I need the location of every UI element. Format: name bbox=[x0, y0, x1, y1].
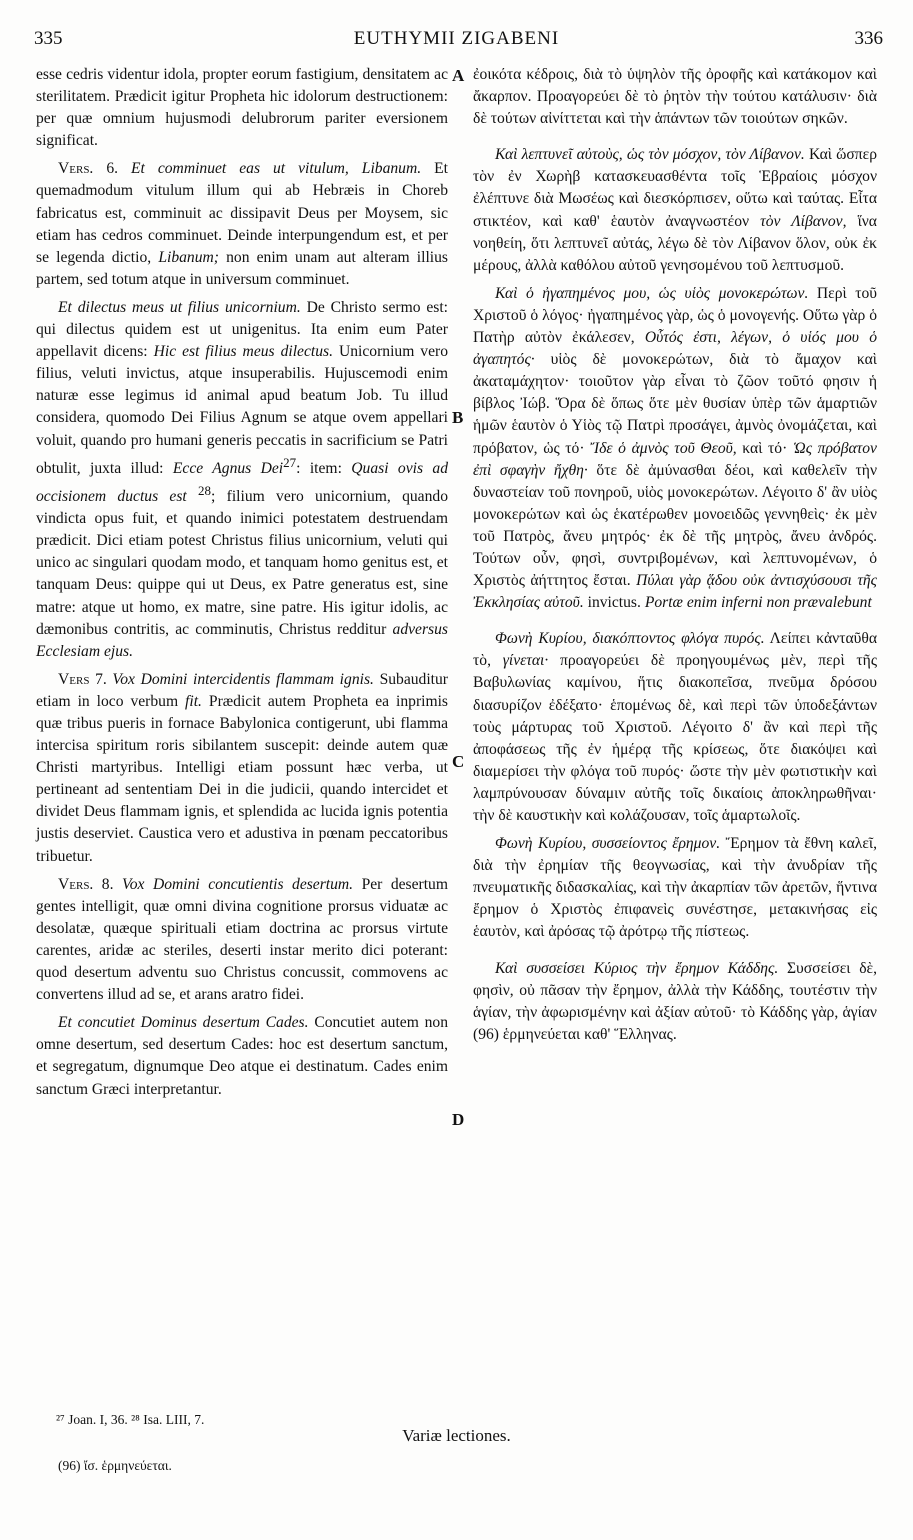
latin-verse-6: Vers. 6. Et comminuet eas ut vitulum, Libanum. Et quemadmodum vitulum illum qui ab Hebræis in Choreb fabricatus est, comminuit ac dissipavit Deus per Moysem, sic etiam has cedros comminuet. Deinde interpungendum est, et per se legenda dictio, Libanum; non enim unam aut alteram illius partem, sed totum atque in universum comminuet. bbox=[36, 160, 448, 288]
page-number-right: 336 bbox=[854, 28, 883, 49]
page-number-left: 335 bbox=[34, 28, 63, 49]
verse-label: Vers. 8. bbox=[58, 875, 114, 893]
footnote-ref: 28 bbox=[198, 482, 212, 498]
verse-lemma: Φωνὴ Κυρίου, συσσείοντος ἔρημον. bbox=[495, 835, 721, 853]
footnote-ref: 27 bbox=[283, 454, 297, 470]
latin-paragraph: esse cedris videntur idola, propter eorum fastigium, densitatem ac sterilitatem. Prædicit igitur Propheta hic idolorum destructionem: per quæ omnium hujusmodi delubrorum pariter eversionem significat. bbox=[36, 66, 448, 150]
verse-lemma: Φωνὴ Κυρίου, διακόπτοντος φλόγα πυρός. bbox=[495, 630, 765, 648]
page-header bbox=[0, 28, 913, 62]
verse-lemma: Et concutiet Dominus desertum Cades. bbox=[58, 1014, 309, 1032]
variant-reading: (96) ἴσ. ἑρμηνεύεται. bbox=[58, 1458, 172, 1473]
margin-marker-a: A bbox=[452, 66, 465, 85]
greek-column bbox=[473, 64, 877, 1052]
latin-dilectus: Et dilectus meus ut filius unicornium. De Christo sermo est: qui dilectus quidem est ut unigenitus. Ita enim eum Pater appellavit dicens: Hic est filius meus dilectus. Unicornium vero filius, veluti invictus, atque insuperabilis. Hujuscemodi enim naturæ esse legimus id animal apud beatum Job. Tu illud considera, quomodo Dei Filius Agnum se atque ovem appellari voluit, quando pro humani generis peccatis in sacrificium se Patri obtulit, juxta illud: Ecce Agnus Dei$^{27}$: item: Quasi ovis ad occisionem ductus est $^{28}$; filium vero unicornium, quando vindicta opus fuit, et quando inimici potestatem destruendam prædicit. Dici etiam potest Christus filius unicornium, veluti qui unico ac singulari quodam modo, et tanquam homo genitus est, et tanquam Deus: quippe qui ut Deus, ex Patre generatus est, sine matre: atque ut homo, ex matre, sine patre. His igitur idolis, ac dæmonibus contritis, ac comminutis, Christus redditur adversus Ecclesiam ejus. bbox=[36, 298, 449, 660]
latin-verse-8: Vers. 8. Vox Domini concutientis desertum. Per desertum gentes intelligit, quæ omni divina cognitione prorsus viduatæ ac desolatæ, quæque spirituali etiam doctrina ac prorsus virtute carentes, aridæ ac steriles, deserti instar merito dici poterant: quod desertum adventu suo Christus concussit, commovens ac convertens illud ad se, et arans aratro fidei. bbox=[36, 875, 448, 1004]
greek-verse-8: Φωνὴ Κυρίου, συσσείοντος ἔρημον. Ἔρημον τὰ ἔθνη καλεῖ, διὰ τὴν ἐρημίαν τῆς θεογνωσίας, καὶ τὴν ἀνυδρίαν τῆς πνευματικῆς διδασκαλίας, καὶ τὴν ἀκαρπίαν τῶν ἀρετῶν, ἥντινα ἔρημον ὁ Χριστὸς ἐπιφανεὶς συνέστησε, μετακινήσας εἰς ἑαυτὸν, καὶ ἀρόσας τῷ ἀρότρῳ τῆς πίστεως. bbox=[473, 835, 877, 941]
verse-label: Vers 7. bbox=[58, 670, 107, 688]
margin-marker-c: C bbox=[452, 752, 465, 771]
latin-verse-7: Vers 7. Vox Domini intercidentis flammam ignis. Subauditur etiam in loco verbum fit. Prædicit autem Propheta ea inprimis quæ tribus pueris in fornace Babylonica contigerunt, ubi flamma intercisa spiritum roris sibilantem suscepit: deinde autem quæ Christi martyribus. Intelligi etiam possunt hæc verba, ut pertineant ad sententiam Dei in die judicii, quando intercidet et dividet Deus flammam ignis, et splendida ac lucida ignis potentia justis deserviet. Caustica vero et adustiva in pœnam peccatoribus tribuetur. bbox=[36, 670, 448, 865]
latin-cades: Et concutiet Dominus desertum Cades. Concutiet autem non omne desertum, sed desertum Cades: hoc est desertum sanctum, et segregatum, dignumque Deo atque ei destinatum. Cades enim sanctum Græci interpretantur. bbox=[36, 1014, 449, 1098]
verse-lemma: Καὶ λεπτυνεῖ αὐτοὺς, ὡς τὸν μόσχον, τὸν Λίβανον. bbox=[495, 146, 805, 164]
verse-lemma: Καὶ συσσείσει Κύριος τὴν ἔρημον Κάδδης. bbox=[495, 959, 779, 977]
verse-lemma: Vox Domini concutientis desertum. bbox=[121, 875, 354, 893]
greek-paragraph: ἐοικότα κέδροις, διὰ τὸ ὑψηλὸν τῆς ὀροφῆς καὶ κατάκομον καὶ ἄκαρπον. Προαγορεύει δὲ τὸ ῥητὸν τὴν τούτου κατάλυσιν· διὰ δὲ τούτων αἰνίττεται καὶ τὴν ἁπάντων τῶν τοιούτων σηκῶν. bbox=[473, 66, 877, 128]
verse-label: Vers. 6. bbox=[58, 160, 119, 178]
greek-verse-7: Φωνὴ Κυρίου, διακόπτοντος φλόγα πυρός. Λείπει κἀνταῦθα τὸ, γίνεται· προαγορεύει δὲ προηγουμένως μὲν, περὶ τῆς Βαβυλωνίας καμίνου, ἥτις διακοπεῖσα, πνεῦμα δρόσου διασυρίζον ἐδέξατο· ἑπομένως δὲ, καὶ περὶ τῶν ὑποδεξάντων τοὺς μάρτυρας τοῦ Χριστοῦ. Λέγοιτο δ' ἂν καὶ περὶ τῆς ἀποφάσεως τῆς ἐν ἡμέρᾳ τῆς κρίσεως, ὅτε διακόψει καὶ διαμερίσει τὴν φλόγα τοῦ πυρός· ὥστε τὴν μὲν φωτιστικὴν καὶ λαμπρύνουσαν δύναμιν αὐτῆς τοῖς δικαίοις ἀποκληρωθῆναι· τὴν δὲ καυστικὴν καὶ κολάζουσαν, τοῖς ἁμαρτωλοῖς. bbox=[473, 630, 877, 824]
verse-lemma: Et comminuet eas ut vitulum, Libanum. bbox=[131, 160, 422, 178]
verse-lemma: Vox Domini intercidentis flammam ignis. bbox=[112, 670, 374, 688]
verse-lemma: Καὶ ὁ ἠγαπημένος μου, ὡς υἱὸς μονοκερώτων. bbox=[495, 284, 809, 302]
margin-marker-b: B bbox=[452, 408, 464, 427]
variae-lectiones-heading: Variæ lectiones. bbox=[402, 1426, 511, 1445]
running-title: EUTHYMII ZIGABENI bbox=[353, 28, 560, 49]
greek-dilectus: Καὶ ὁ ἠγαπημένος μου, ὡς υἱὸς μονοκερώτων. Περὶ τοῦ Χριστοῦ ὁ λόγος· ἠγαπημένος γὰρ, ὡς ὁ μονογενής. Οὕτω γὰρ ὁ Πατὴρ αὐτὸν ἐκάλεσεν, Οὗτός ἐστι, λέγων, ὁ υἱός μου ὁ ἀγαπητός· υἱὸς δὲ μονοκερώτων, διὰ τὸ ἄμαχον καὶ ἀκαταμάχητον· τοιοῦτον γὰρ εἶναι τὸ ζῶον τοῦτό φησιν ἡ βίβλος Ἰώβ. Ὅρα δὲ ὅπως ὅτε μὲν θυσίαν ὑπὲρ τῶν ἁμαρτιῶν ἡμῶν ἑαυτὸν ὁ Υἱὸς τῷ Πατρὶ προσάγει, ἀμνὸς ὀνομάζεται, καὶ πρόβατον, ὡς τό· Ἴδε ὁ ἀμνὸς τοῦ Θεοῦ, καὶ τό· Ὡς πρόβατον ἐπὶ σφαγὴν ἤχθη· ὅτε δὲ ἀμύνασθαι δέοι, καὶ καθελεῖν τὴν δυναστείαν τοῦ πονηροῦ, υἱὸς μονοκερώτων. Λέγοιτο δ' ἂν υἱὸς μονοκερώτων καὶ ὡς ἑκατέρωθεν μονοειδῶς γεννηθεὶς· ἐκ μὲν τοῦ Πατρὸς, ἄνευ μητρός· ἐκ δὲ τῆς μητρὸς, ἄνευ ἀνδρός. Τούτων οὖν, φησὶ, συντριβομένων, καὶ λεπτυνομένων, ὁ Χριστὸς ἀήττητος ἔσται. Πύλαι γὰρ ᾅδου οὐκ ἀντισχύσουσι τῆς Ἐκκλησίας αὐτοῦ. invictus. Portæ enim inferni non prævalebunt bbox=[473, 284, 878, 612]
greek-verse-6: Καὶ λεπτυνεῖ αὐτοὺς, ὡς τὸν μόσχον, τὸν Λίβανον. Καὶ ὥσπερ τὸν ἐν Χωρὴβ κατασκευασθέντα τοῖς Ἑβραίοις μόσχον ἐλέπτυνε διὰ Μωσέως καὶ διεσκόρπισεν, οὕτω καὶ ταύτας. Εἶτα στικτέον, καὶ καθ' ἑαυτὸν ἀναγνωστέον τὸν Λίβανον, ἵνα νοηθείη, ὅτι λεπτυνεῖ αὐτάς, λέγω δὲ τὸν Λίβανον ὅλον, οὐκ ἐκ μέρους, ἀλλὰ καθόλου αὐτοῦ γενησομένου τοῦ λεπτυσμοῦ. bbox=[473, 146, 877, 274]
margin-marker-d: D bbox=[452, 1110, 465, 1129]
footnotes: ²⁷ Joan. I, 36. ²⁸ Isa. LIII, 7. bbox=[56, 1412, 205, 1427]
latin-column bbox=[36, 64, 448, 1107]
verse-lemma: Et dilectus meus ut filius unicornium. bbox=[58, 298, 301, 316]
greek-cades: Καὶ συσσείσει Κύριος τὴν ἔρημον Κάδδης. Συσσείσει δὲ, φησὶν, οὐ πᾶσαν τὴν ἔρημον, ἀλλὰ τὴν Κάδδης, τουτέστιν τὴν ἁγίαν, τὴν ἀφωρισμένην καὶ ἀξίαν αὐτοῦ· τὸ Κάδδης γὰρ, ἁγίαν (96) ἑρμηνεύεται καθ' Ἕλληνας. bbox=[473, 959, 877, 1043]
